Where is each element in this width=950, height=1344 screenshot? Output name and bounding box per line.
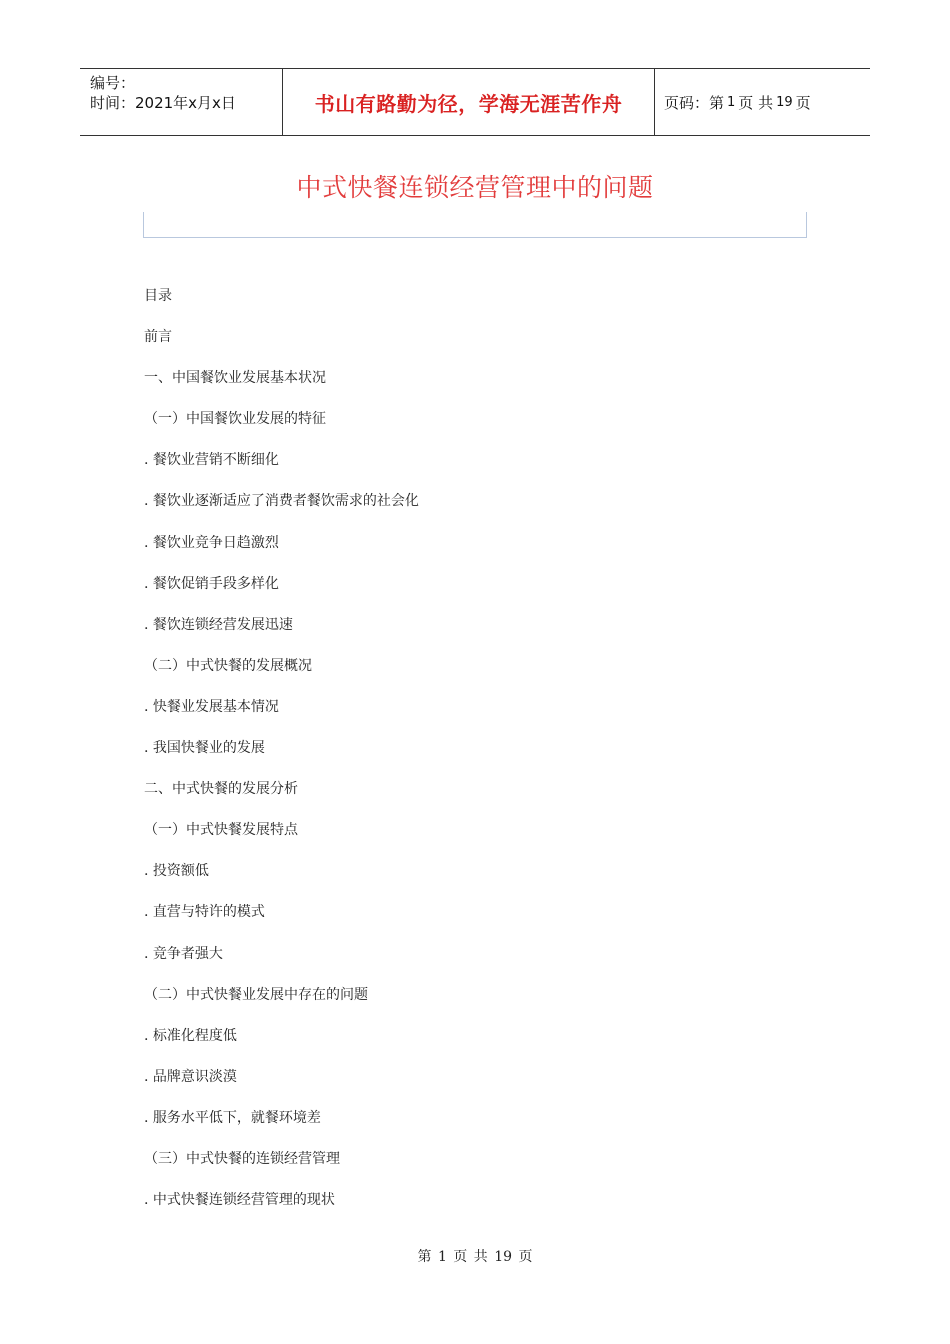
page-footer: 第 1 页 共 19 页	[417, 1249, 533, 1265]
toc-item: . 餐饮业逐渐适应了消费者餐饮需求的社会化	[144, 493, 419, 510]
toc-item: . 餐饮业竞争日趋激烈	[144, 534, 279, 551]
toc-item: 目录	[144, 288, 172, 304]
toc-item: . 我国快餐业的发展	[144, 740, 265, 757]
toc-item: 一、中国餐饮业发展基本状况	[144, 370, 326, 387]
toc-item: . 快餐业发展基本情况	[144, 698, 279, 715]
toc-item: . 投资额低	[144, 863, 209, 880]
toc-item: 前言	[144, 329, 172, 346]
toc-item: （一）中国餐饮业发展的特征	[144, 411, 326, 428]
toc-item: . 餐饮业营销不断细化	[144, 452, 279, 469]
toc-item: （三）中式快餐的连锁经营管理	[144, 1150, 340, 1167]
toc-item: . 餐饮连锁经营发展迅速	[144, 616, 293, 633]
toc-item: . 品牌意识淡漠	[144, 1068, 237, 1085]
toc-item: . 竞争者强大	[144, 945, 223, 962]
page-suffix: 页	[795, 93, 811, 112]
time-label: 时间：2021年x月x日	[90, 94, 236, 112]
header-table	[80, 68, 870, 136]
toc-item: . 中式快餐连锁经营管理的现状	[144, 1192, 335, 1209]
toc-item: . 直营与特许的模式	[144, 904, 265, 921]
serial-number-label: 编号：	[90, 74, 136, 92]
toc-item: （二）中式快餐的发展概况	[144, 657, 312, 674]
page-current: 1	[727, 94, 736, 110]
toc-item: （二）中式快餐业发展中存在的问题	[144, 986, 368, 1003]
toc-item: （一）中式快餐发展特点	[144, 822, 298, 839]
header-motto-cell	[282, 69, 655, 135]
toc-item: . 标准化程度低	[144, 1027, 237, 1044]
motto-text: 书山有路勤为径，学海无涯苦作舟	[314, 91, 623, 116]
document-title: 中式快餐连锁经营管理中的问题	[296, 173, 654, 202]
toc-item: . 餐饮促销手段多样化	[144, 575, 279, 592]
title-underline-box	[143, 212, 807, 238]
table-of-contents	[144, 284, 419, 1229]
toc-item: . 服务水平低下，就餐环境差	[144, 1109, 321, 1126]
page-prefix: 页码：第	[664, 93, 725, 112]
page-total: 19	[776, 94, 793, 110]
header-page-cell	[655, 69, 870, 135]
page-mid: 页 共	[738, 93, 774, 112]
header-meta-cell	[80, 69, 282, 135]
toc-item: 二、中式快餐的发展分析	[144, 781, 298, 798]
